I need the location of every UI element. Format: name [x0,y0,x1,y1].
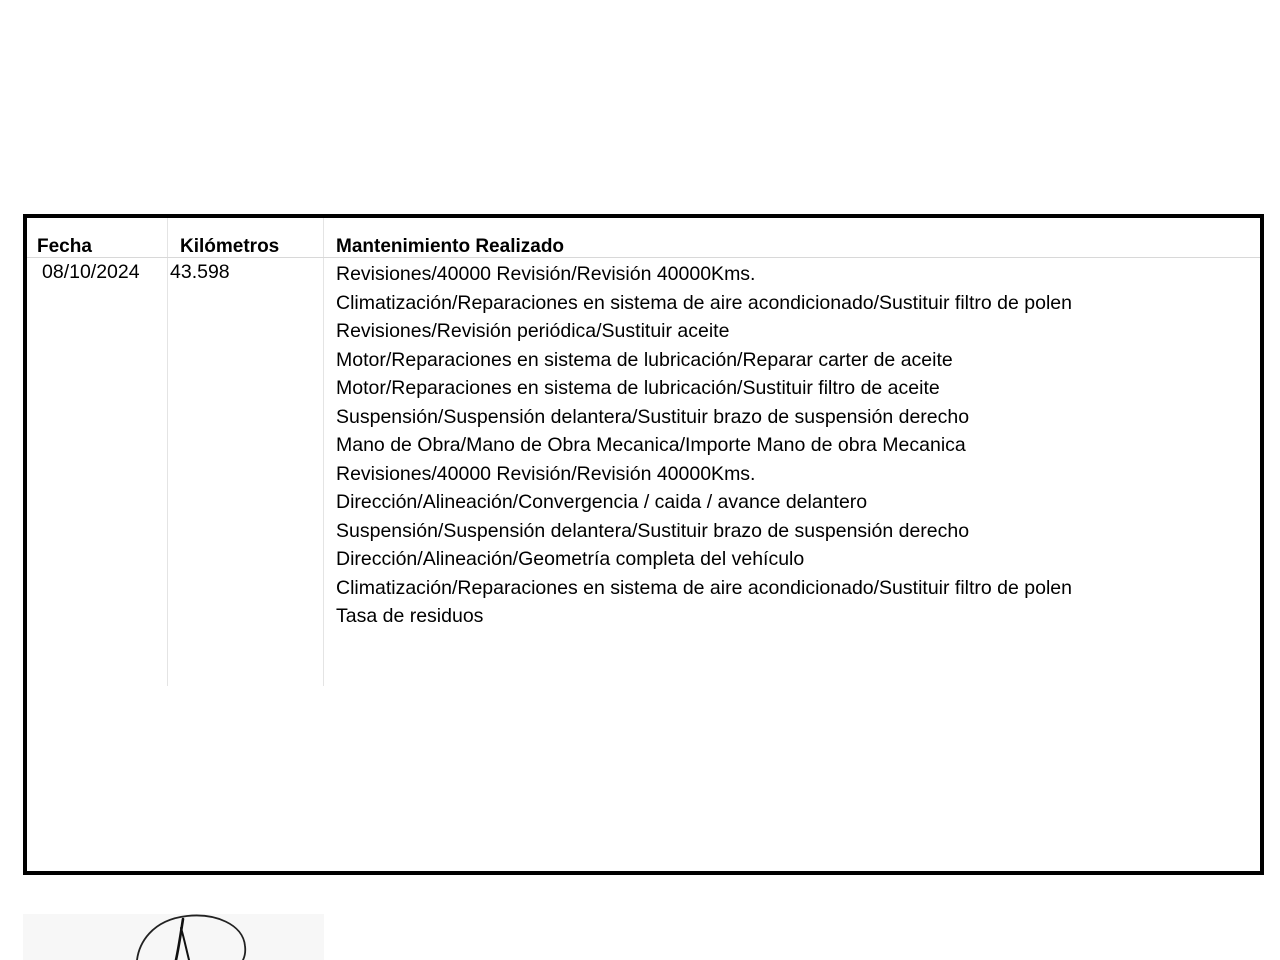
signature-area [23,914,324,960]
maintenance-item: Dirección/Alineación/Convergencia / caida / avance delantero [336,491,868,513]
maintenance-item: Revisiones/40000 Revisión/Revisión 40000Kms. [336,263,756,285]
handwritten-signature-icon [23,914,324,960]
header-mantenimiento: Mantenimiento Realizado [336,236,565,257]
maintenance-item: Suspensión/Suspensión delantera/Sustituir brazo de suspensión derecho [336,405,970,428]
header-kilometros: Kilómetros [180,236,280,257]
maintenance-item: Revisiones/40000 Revisión/Revisión 40000Kms. [336,462,756,485]
maintenance-item: Climatización/Reparaciones en sistema de aire acondicionado/Sustituir filtro de polen [336,576,1072,599]
maintenance-item: Tasa de residuos [336,605,484,627]
maintenance-item: Dirección/Alineación/Geometría completa del vehículo [336,548,805,570]
cell-fecha: 08/10/2024 [42,261,140,283]
maintenance-item: Suspensión/Suspensión delantera/Sustituir brazo de suspensión derecho [336,519,970,542]
cell-kilometros: 43.598 [170,261,230,283]
maintenance-item: Mano de Obra/Mano de Obra Mecanica/Importe Mano de obra Mecanica [336,434,966,456]
maintenance-record-table [23,214,1264,875]
maintenance-items-list [336,260,1096,631]
maintenance-item: Motor/Reparaciones en sistema de lubricación/Sustituir filtro de aceite [336,377,940,399]
maintenance-item: Revisiones/Revisión periódica/Sustituir aceite [336,320,730,342]
maintenance-item: Climatización/Reparaciones en sistema de aire acondicionado/Sustituir filtro de polen [336,291,1072,314]
column-divider [323,218,324,686]
header-fecha: Fecha [37,236,92,257]
maintenance-item: Motor/Reparaciones en sistema de lubricación/Reparar carter de aceite [336,348,953,371]
column-divider [167,218,168,686]
